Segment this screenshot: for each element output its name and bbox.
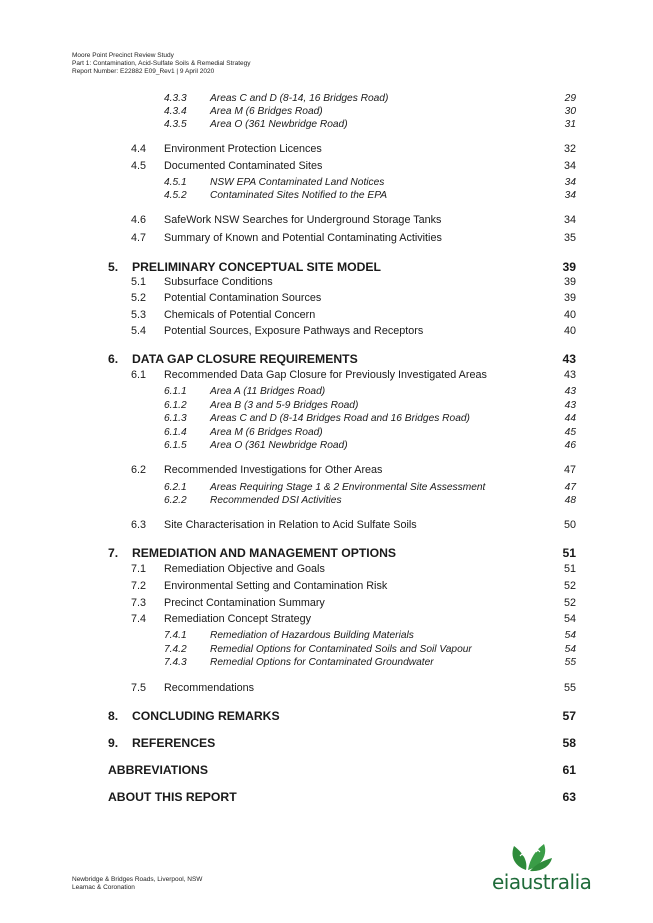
toc-entry-page: 43 [564,386,576,397]
toc-entry[interactable] [131,580,576,592]
toc-entry-number: 7.4.2 [164,644,187,655]
toc-entry-number: 8. [108,709,119,723]
toc-entry-number: 6.1.2 [164,400,187,411]
toc-entry-title: Environmental Setting and Contamination Risk [164,580,388,592]
toc-entry-number: 6. [108,352,119,366]
toc-entry-title: Areas C and D (8-14 Bridges Road and 16 Bridges Road) [210,413,470,424]
toc-entry-title: Recommendations [164,682,255,694]
toc-entry[interactable] [131,309,576,321]
toc-entry-page: 32 [563,143,576,155]
toc-entry-number: 6.1.4 [164,427,187,438]
toc-entry-page: 47 [563,464,576,476]
toc-entry-number: 7.4.1 [164,630,187,641]
toc-entry-number: 4.7 [131,232,147,244]
toc-entry[interactable] [131,276,576,288]
toc-entry-title: Remedial Options for Contaminated Groundwater [210,657,434,668]
toc-entry[interactable] [131,563,576,575]
toc-entry[interactable] [131,232,576,244]
toc-entry[interactable] [164,495,576,506]
toc-entry-title: Area B (3 and 5-9 Bridges Road) [210,400,359,411]
toc-entry-page: 44 [564,413,576,424]
toc-entry-title: Subsurface Conditions [164,276,273,288]
toc-entry-number: 4.5 [131,160,147,172]
page-header [72,52,250,77]
toc-entry-page: 58 [562,736,576,750]
toc-entry-title: Documented Contaminated Sites [164,160,323,172]
toc-entry-number: 7.1 [131,563,147,575]
toc-entry-title: Recommended Data Gap Closure for Previously Investigated Areas [164,369,487,381]
toc-entry[interactable] [131,682,576,694]
toc-entry-number: 4.3.4 [164,106,187,117]
toc-entry-page: 43 [562,352,576,366]
toc-entry[interactable] [164,427,576,438]
header-report-number: Report Number: E22882 E09_Rev1 | 9 April 2020 [72,68,215,76]
toc-entry-number: 6.1 [131,369,147,381]
toc-entry-number: 9. [108,736,119,750]
toc-entry-number: 7. [108,546,119,560]
toc-entry-page: 51 [562,546,576,560]
toc-entry-title: REMEDIATION AND MANAGEMENT OPTIONS [132,546,397,560]
toc-entry[interactable] [108,709,576,723]
toc-entry-page: 34 [563,160,576,172]
toc-entry[interactable] [108,763,576,777]
toc-entry-page: 54 [564,644,576,655]
header-part-title: Part 1: Contamination, Acid-Sulfate Soils & Remedial Strategy [72,60,251,68]
toc-entry[interactable] [164,386,576,397]
toc-entry-page: 50 [563,519,576,531]
toc-entry-title: Remediation Objective and Goals [164,563,325,575]
toc-entry-page: 31 [564,119,576,130]
toc-entry[interactable] [164,630,576,641]
toc-entry-page: 34 [564,177,576,188]
toc-entry-number: 4.3.3 [164,93,187,104]
toc-entry-page: 46 [564,440,576,451]
toc-entry[interactable] [164,482,576,493]
toc-entry[interactable] [164,119,576,130]
toc-entry-title: PRELIMINARY CONCEPTUAL SITE MODEL [132,260,381,274]
toc-entry[interactable] [108,790,576,804]
toc-entry-page: 40 [563,309,576,321]
toc-entry[interactable] [131,325,576,337]
toc-entry-title: Contaminated Sites Notified to the EPA [210,190,388,201]
toc-entry-title: Recommended DSI Activities [210,495,342,506]
page-footer [72,876,202,892]
toc-entry-title: Areas Requiring Stage 1 & 2 Environmental Site Assessment [210,482,486,493]
toc-entry[interactable] [164,106,576,117]
toc-entry-number: 7.4.3 [164,657,187,668]
toc-entry-number: 5.4 [131,325,147,337]
toc-entry[interactable] [131,597,576,609]
toc-entry[interactable] [131,143,576,155]
toc-entry-page: 43 [564,400,576,411]
toc-entry-number: 7.4 [131,613,147,625]
toc-entry-page: 39 [563,276,576,288]
toc-entry-page: 40 [563,325,576,337]
toc-entry-title: Chemicals of Potential Concern [164,309,316,321]
toc-entry-number: 4.3.5 [164,119,187,130]
toc-entry-page: 39 [563,292,576,304]
toc-entry-title: Area A (11 Bridges Road) [210,386,326,397]
toc-entry-title: Recommended Investigations for Other Areas [164,464,383,476]
toc-entry[interactable] [164,400,576,411]
toc-entry-page: 47 [564,482,576,493]
leaf-logo-icon [492,842,596,872]
toc-entry-page: 48 [564,495,576,506]
toc-entry-number: 6.2.1 [164,482,187,493]
toc-entry-number: 7.3 [131,597,147,609]
toc-entry-title: Areas C and D (8-14, 16 Bridges Road) [210,93,389,104]
toc-entry-number: 4.5.1 [164,177,187,188]
logo-wordmark: eiaustralia [492,870,592,894]
toc-entry-title: Area M (6 Bridges Road) [210,427,323,438]
header-study-title: Moore Point Precinct Review Study [72,52,174,59]
toc-entry[interactable] [131,292,576,304]
toc-entry-title: Environment Protection Licences [164,143,322,155]
toc-entry-page: 55 [564,657,576,668]
toc-entry-page: 54 [563,613,576,625]
toc-entry-number: 6.1.1 [164,386,187,397]
toc-entry-number: 4.5.2 [164,190,187,201]
toc-entry-title: Area O (361 Newbridge Road) [210,119,348,130]
footer-client: Leamac & Coronation [72,884,135,892]
toc-entry-title: Potential Sources, Exposure Pathways and Receptors [164,325,424,337]
toc-entry-title: Site Characterisation in Relation to Acid Sulfate Soils [164,519,417,531]
toc-entry[interactable] [131,160,576,172]
toc-entry-page: 43 [563,369,576,381]
toc-entry[interactable] [164,413,576,424]
toc-entry-page: 30 [564,106,576,117]
toc-entry-number: 5.1 [131,276,147,288]
toc-entry-number: 4.4 [131,143,147,155]
toc-entry-page: 52 [563,580,576,592]
toc-entry-title: ABBREVIATIONS [108,763,208,777]
footer-address: Newbridge & Bridges Roads, Liverpool, NSW [72,876,203,883]
toc-entry-number: 6.1.5 [164,440,187,451]
toc-entry-number: 5.2 [131,292,147,304]
toc-entry[interactable] [131,464,576,476]
toc-entry-title: CONCLUDING REMARKS [132,709,280,723]
toc-entry-number: 6.2 [131,464,147,476]
toc-entry[interactable] [131,519,576,531]
toc-entry-page: 63 [562,790,576,804]
toc-entry[interactable] [164,177,576,188]
toc-entry-title: Precinct Contamination Summary [164,597,325,609]
toc-entry-number: 5.3 [131,309,147,321]
toc-entry-title: Remedial Options for Contaminated Soils and Soil Vapour [210,644,472,655]
toc-entry-title: DATA GAP CLOSURE REQUIREMENTS [132,352,358,366]
toc-entry-number: 7.2 [131,580,147,592]
toc-entry-page: 29 [564,93,576,104]
toc-entry-page: 52 [563,597,576,609]
toc-entry-number: 7.5 [131,682,147,694]
toc-entry-number: 5. [108,260,119,274]
toc-entry[interactable] [164,93,576,104]
toc-entry-page: 55 [563,682,576,694]
toc-entry-number: 6.1.3 [164,413,187,424]
toc-entry[interactable] [108,260,576,274]
toc-entry[interactable] [108,352,576,366]
toc-entry-page: 39 [562,260,576,274]
toc-entry[interactable] [164,440,576,451]
toc-entry-title: Potential Contamination Sources [164,292,322,304]
toc-entry[interactable] [131,369,576,381]
toc-entry[interactable] [131,613,576,625]
toc-entry-number: 6.2.2 [164,495,187,506]
toc-entry-page: 51 [563,563,576,575]
toc-entry-page: 35 [563,232,576,244]
toc-entry-number: 4.6 [131,214,147,226]
toc-entry-title: Remediation of Hazardous Building Materials [210,630,414,641]
toc-entry[interactable] [164,644,576,655]
toc-entry-page: 57 [562,709,576,723]
toc-entry-number: 6.3 [131,519,147,531]
toc-entry-page: 34 [563,214,576,226]
company-logo [492,842,596,894]
toc-entry[interactable] [108,546,576,560]
toc-entry-page: 54 [564,630,576,641]
toc-entry-page: 45 [564,427,576,438]
toc-entry[interactable] [164,657,576,668]
toc-entry[interactable] [131,214,576,226]
toc-entry-title: NSW EPA Contaminated Land Notices [210,177,385,188]
toc-entry-title: Area O (361 Newbridge Road) [210,440,348,451]
toc-entry[interactable] [164,190,576,201]
toc-entry-title: Area M (6 Bridges Road) [210,106,323,117]
toc-entry-page: 61 [562,763,576,777]
toc-entry-title: Remediation Concept Strategy [164,613,312,625]
toc-entry-title: REFERENCES [132,736,216,750]
toc-entry[interactable] [108,736,576,750]
toc-entry-page: 34 [564,190,576,201]
toc-entry-title: ABOUT THIS REPORT [108,790,237,804]
toc-entry-title: SafeWork NSW Searches for Underground Storage Tanks [164,214,442,226]
toc-entry-title: Summary of Known and Potential Contaminating Activities [164,232,442,244]
